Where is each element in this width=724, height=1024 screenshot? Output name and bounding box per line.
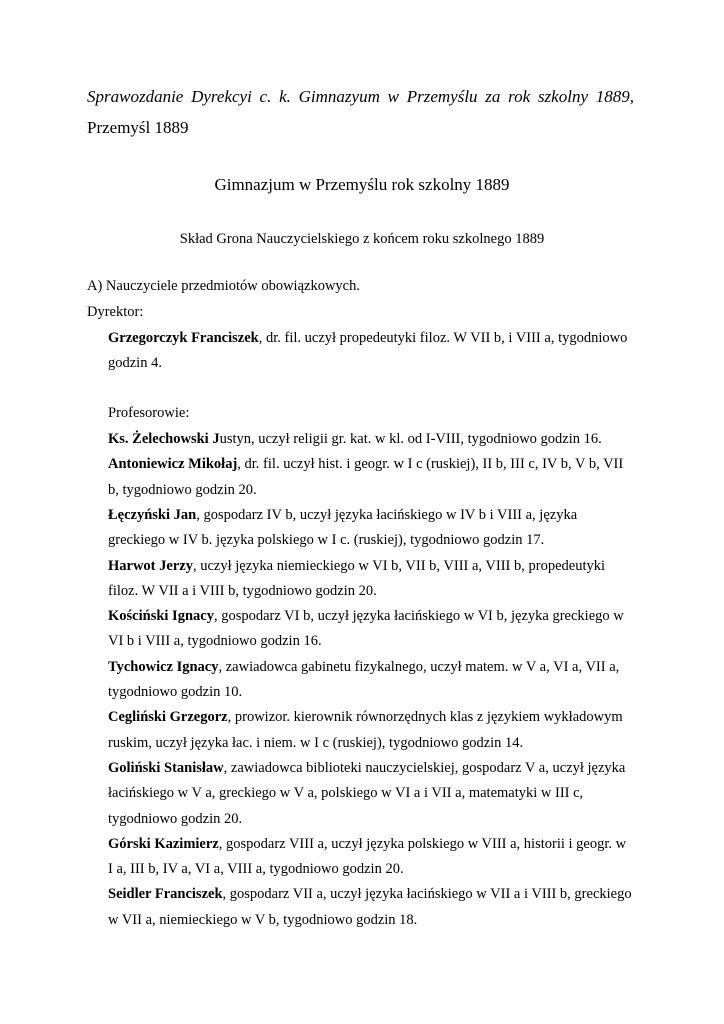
teacher-details-continued: VI b i VIII a, tygodniowo godzin 16. [108,633,322,650]
teacher-details-continued: tygodniowo godzin 20. [108,810,243,827]
teacher-details: , zawiadowca gabinetu fizykalnego, uczył matem. w V a, VI a, VII a, [218,658,620,675]
teacher-details-continued: ruskim, uczył języka łac. i niem. w I c (ruskiej), tygodniowo godzin 14. [108,734,524,751]
teacher-details: , gospodarz VI b, uczył języka łacińskiego w VI b, języka greckiego w [213,608,624,625]
teacher-details: , zawiadowca biblioteki nauczycielskiej, gospodarz V a, uczył języka [223,759,626,776]
teacher-details: ustyn, uczył religii gr. kat. w kl. od I-VIII, tygodniowo godzin 16. [219,431,602,447]
director-label: Dyrektor: [87,304,144,320]
teacher-details: , gospodarz VII a, uczył języka łacińskiego w VII a i VIII b, greckiego [222,886,632,903]
teacher-details: , uczył języka niemieckiego w VI b, VII b, VIII a, VIII b, propedeutyki [192,557,606,574]
director-details-continued: godzin 4. [108,355,162,371]
teacher-details-continued: tygodniowo godzin 10. [108,684,243,700]
teacher-name: Ks. Żelechowski J [108,431,220,447]
teacher-details-continued: I a, III b, IV a, VI a, VIII a, tygodniowo godzin 20. [108,861,404,878]
teacher-entry [108,606,624,626]
teacher-entry [108,556,605,576]
teacher-name: Górski Kazimierz [108,835,219,852]
teacher-name: Cegliński Grzegorz [108,709,228,726]
teacher-name: Antoniewicz Mikołaj [108,456,238,473]
section-heading: A) Nauczyciele przedmiotów obowiązkowych. [87,278,360,294]
teacher-name: Harwot Jerzy [108,557,193,574]
teacher-name: Tychowicz Ignacy [108,658,219,675]
director-name: Grzegorczyk Franciszek [108,330,259,346]
teacher-entry [108,884,632,904]
source-place: Przemyśl 1889 [87,118,189,137]
director-entry [108,328,627,348]
teacher-entry [108,454,623,474]
teacher-details-continued: b, tygodniowo godzin 20. [108,481,257,498]
teacher-details: , dr. fil. uczył hist. i geogr. w I c (ruskiej), II b, III c, IV b, V b, VII [237,456,624,473]
teacher-name: Goliński Stanisław [108,759,224,776]
teacher-name: Kościński Ignacy [108,608,214,625]
teacher-entry [108,834,626,854]
teacher-details-continued: greckiego w IV b. języka polskiego w I c. (ruskiej), tygodniowo godzin 17. [108,532,545,549]
teacher-entry [108,429,602,449]
teacher-name: Seidler Franciszek [108,886,223,903]
teacher-details-continued: w VII a, niemieckiego w V b, tygodniowo godzin 18. [108,911,418,928]
teacher-details: , gospodarz IV b, uczył języka łacińskiego w IV b i VIII a, języka [196,506,578,523]
teacher-entry [108,707,623,727]
page-subtitle: Skład Grona Nauczycielskiego z końcem roku szkolnego 1889 [179,231,545,247]
page-title: Gimnazjum w Przemyślu rok szkolny 1889 [214,175,510,194]
source-title: Sprawozdanie Dyrekcyi c. k. Gimnazyum w Przemyślu za rok szkolny 1889, [87,87,634,106]
teacher-entry [108,505,577,525]
director-details: , dr. fil. uczył propedeutyki filoz. W VII b, i VIII a, tygodniowo [258,330,628,346]
teacher-entry [108,758,625,778]
teacher-details-continued: łacińskiego w V a, greckiego w V a, polskiego w VI a i VII a, matematyki w III c, [108,785,584,802]
teacher-entry [108,657,619,677]
teacher-details: , gospodarz VIII a, uczył języka polskiego w VIII a, historii i geogr. w [218,835,627,852]
professors-label: Profesorowie: [108,405,190,421]
teacher-name: Łęczyński Jan [108,506,197,523]
teacher-details-continued: filoz. W VII a i VIII b, tygodniowo godzin 20. [108,582,377,599]
teacher-details: , prowizor. kierownik równorzędnych klas z językiem wykładowym [227,709,623,726]
